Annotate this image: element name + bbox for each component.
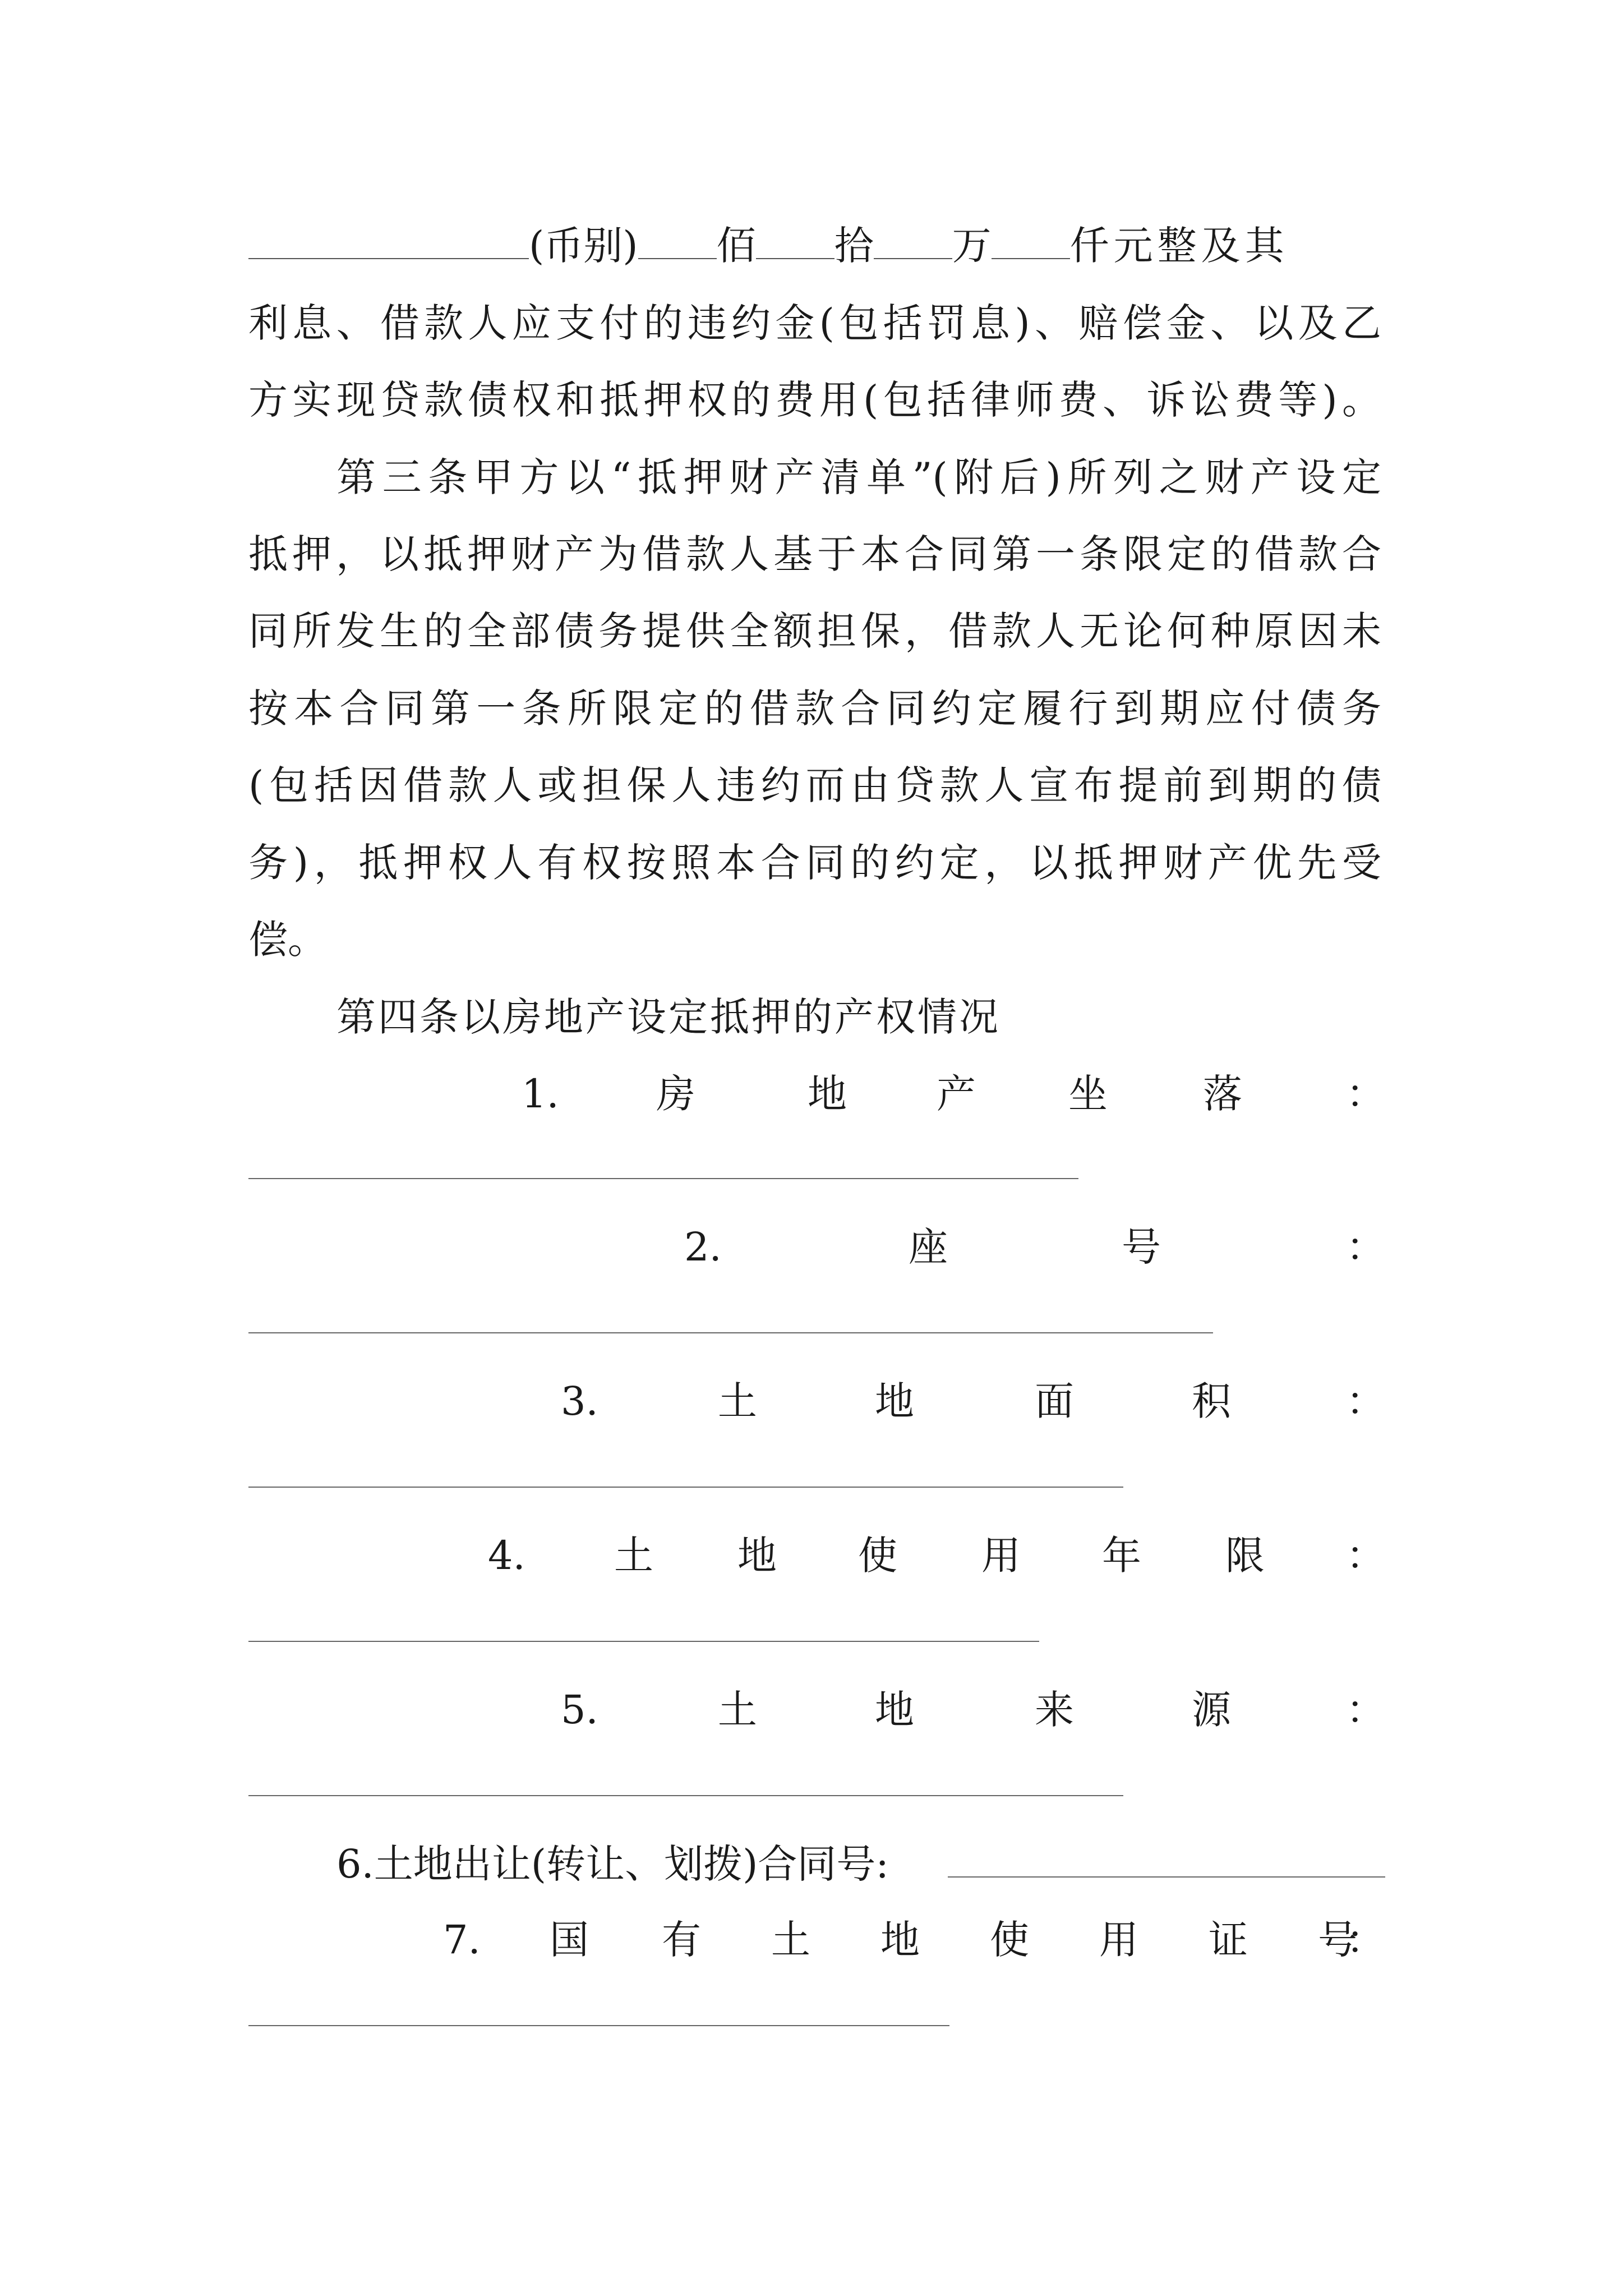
unit-qian: 仟元整及其 xyxy=(1069,223,1289,269)
paragraph-line: 第三条甲方以“抵押财产清单”(附后)所列之财产设定 xyxy=(336,454,1381,500)
label-char: 用 xyxy=(981,1533,1021,1579)
item-number: 2. xyxy=(684,1224,722,1270)
label-char: 用 xyxy=(1099,1917,1138,1963)
fill-in-line xyxy=(248,1487,1123,1488)
article-title: 第四条以房地产设定抵押的产权情况 xyxy=(336,994,1000,1040)
label-char: 土 xyxy=(718,1687,757,1733)
paragraph-line: 抵押，以抵押财产为借款人基于本合同第一条限定的借款合 xyxy=(248,531,1381,577)
label-char: 证 xyxy=(1209,1917,1248,1963)
fill-in-line xyxy=(248,2025,949,2026)
label-char: 地 xyxy=(875,1687,914,1733)
label-char: 使 xyxy=(858,1533,897,1579)
label-char: 地 xyxy=(875,1378,914,1424)
label-char: 土 xyxy=(718,1378,757,1424)
label-char: 土 xyxy=(614,1533,653,1579)
item-colon: ： xyxy=(1346,1533,1385,1579)
paragraph-line: 务)，抵押权人有权按照本合同的约定，以抵押财产优先受 xyxy=(248,840,1381,886)
fill-in-line xyxy=(248,1332,1213,1333)
item-number: 5. xyxy=(561,1687,598,1733)
label-char: 限 xyxy=(1225,1533,1265,1579)
item-colon: ： xyxy=(1346,1224,1385,1270)
label-char: 土 xyxy=(771,1917,810,1963)
label-char: 年 xyxy=(1102,1533,1141,1579)
fill-in-line xyxy=(248,1795,1123,1796)
label-char: 使 xyxy=(990,1917,1029,1963)
item-number: 7. xyxy=(443,1917,481,1963)
unit-wan: 万 xyxy=(952,223,992,269)
item-colon: ： xyxy=(1346,1071,1385,1117)
fill-in-line xyxy=(948,1876,1385,1878)
label-char: 号 xyxy=(1318,1917,1357,1963)
item-colon: ： xyxy=(1346,1917,1385,1963)
field-item-contract-number xyxy=(336,1826,889,1903)
paragraph-line: (包括因借款人或担保人违约而由贷款人宣布提前到期的债 xyxy=(248,762,1381,808)
label-char: 面 xyxy=(1035,1378,1074,1424)
label-char: 坐 xyxy=(1068,1071,1108,1117)
amount-blank xyxy=(992,257,1070,259)
unit-bai: 佰 xyxy=(716,223,756,269)
paragraph-line: 同所发生的全部债务提供全额担保，借款人无论何种原因未 xyxy=(248,608,1381,654)
item-colon: ： xyxy=(1346,1687,1385,1733)
label-char: 来 xyxy=(1035,1687,1074,1733)
amount-blank xyxy=(638,257,717,259)
fill-in-line xyxy=(248,1178,1078,1179)
label-char: 有 xyxy=(662,1917,701,1963)
paragraph-line: 按本合同第一条所限定的借款合同约定履行到期应付债务 xyxy=(248,685,1381,731)
label-char: 地 xyxy=(808,1071,847,1117)
label-char: 积 xyxy=(1192,1378,1231,1424)
paragraph-line xyxy=(248,208,1381,284)
fill-in-line xyxy=(248,1641,1039,1642)
paragraph-line: 利息、借款人应支付的违约金(包括罚息)、赔偿金、以及乙 xyxy=(248,300,1381,346)
item-number: 1. xyxy=(522,1071,559,1117)
paragraph-line: 方实现贷款债权和抵押权的费用(包括律师费、诉讼费等)。 xyxy=(248,377,1381,423)
item-label: 6.土地出让(转让、划拨)合同号: xyxy=(336,1841,889,1887)
label-char: 座 xyxy=(909,1224,948,1270)
label-char: 地 xyxy=(737,1533,777,1579)
label-char: 国 xyxy=(550,1917,589,1963)
item-colon: ： xyxy=(1346,1378,1385,1424)
label-char: 号 xyxy=(1122,1224,1161,1270)
label-char: 产 xyxy=(937,1071,976,1117)
item-number: 3. xyxy=(561,1378,598,1424)
amount-blank xyxy=(756,257,834,259)
item-number: 4. xyxy=(488,1533,525,1579)
label-char: 地 xyxy=(880,1917,920,1963)
paragraph-line: 偿。 xyxy=(248,917,327,963)
amount-blank xyxy=(874,257,952,259)
currency-blank xyxy=(248,257,529,259)
label-char: 落 xyxy=(1203,1071,1242,1117)
label-char: 房 xyxy=(656,1071,695,1117)
currency-label: (币别) xyxy=(529,223,638,269)
label-char: 源 xyxy=(1192,1687,1231,1733)
unit-shi: 拾 xyxy=(834,223,874,269)
